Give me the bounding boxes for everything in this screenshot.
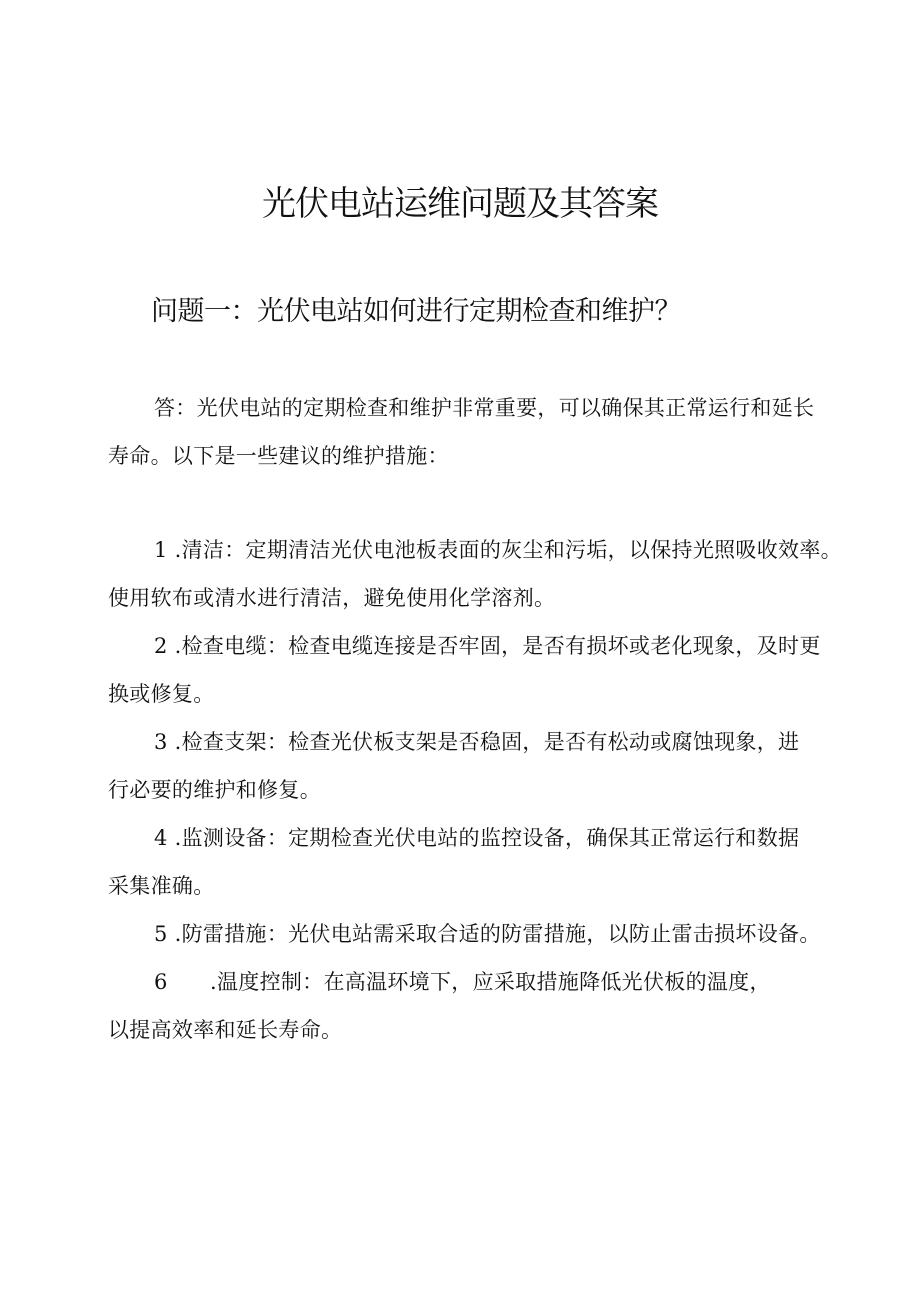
- maintenance-list: [108, 526, 842, 1054]
- item-line-1: .清洁：定期清洁光伏电池板表面的灰尘和污垢，以保持光照吸收效率。: [167, 538, 842, 562]
- item-line-1: .检查支架：检查光伏板支架是否稳固，是否有松动或腐蚀现象，进: [167, 730, 800, 754]
- item-number: 4: [154, 826, 168, 850]
- item-number: 1: [154, 538, 168, 562]
- list-item: [108, 526, 842, 622]
- answer-intro: [108, 384, 828, 480]
- list-item: [108, 958, 838, 1054]
- item-number: 6: [154, 970, 168, 994]
- list-item: [108, 814, 838, 910]
- item-line-2: 使用软布或清水进行清洁，避免使用化学溶剂。: [108, 586, 556, 610]
- item-number: 2: [154, 634, 168, 658]
- list-item: [108, 910, 838, 958]
- item-line-2: 以提高效率和延长寿命。: [108, 1018, 343, 1042]
- answer-intro-line-2: 寿命。以下是一些建议的维护措施：: [108, 444, 449, 468]
- item-line-1: .防雷措施：光伏电站需采取合适的防雷措施，以防止雷击损坏设备。: [167, 922, 821, 946]
- item-number: 5: [154, 922, 168, 946]
- item-line-1: .监测设备：定期检查光伏电站的监控设备，确保其正常运行和数据: [167, 826, 800, 850]
- item-line-1: .检查电缆：检查电缆连接是否牢固，是否有损坏或老化现象，及时更: [167, 634, 821, 658]
- answer-intro-line-1: 答：光伏电站的定期检查和维护非常重要，可以确保其正常运行和延长: [154, 396, 815, 420]
- item-line-1: .温度控制：在高温环境下，应采取措施降低光伏板的温度，: [210, 970, 771, 994]
- list-item: [108, 622, 838, 718]
- item-line-2: 采集准确。: [108, 874, 215, 898]
- item-line-2: 行必要的维护和修复。: [108, 778, 321, 802]
- question-heading: 问题一：光伏电站如何进行定期检查和维护？: [151, 296, 681, 327]
- list-item: [108, 718, 838, 814]
- item-line-2: 换或修复。: [108, 682, 215, 706]
- item-number: 3: [154, 730, 168, 754]
- document-title: 光伏电站运维问题及其答案: [262, 184, 658, 224]
